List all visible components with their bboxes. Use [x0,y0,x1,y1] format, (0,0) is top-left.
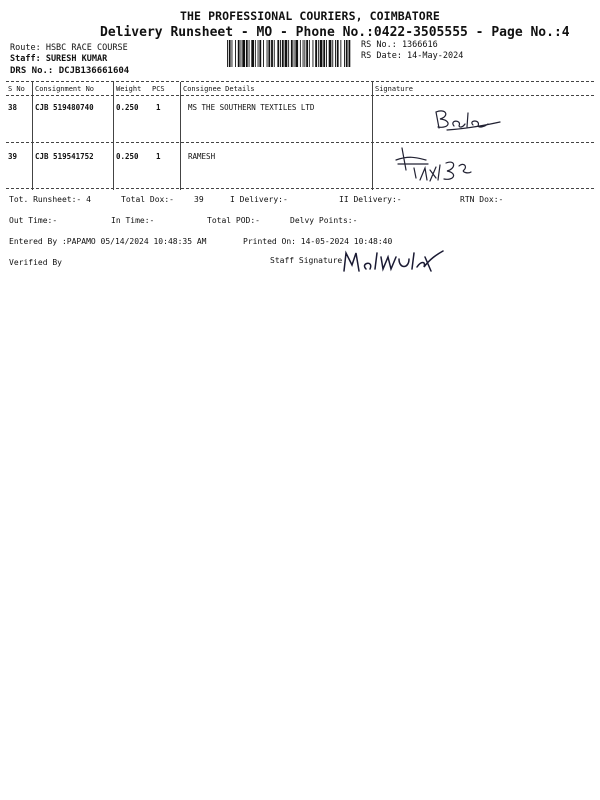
entered-by: Entered By :PAPAMO 05/14/2024 10:48:35 AM [9,237,207,246]
signature-handwritten [392,144,484,184]
column-divider [113,82,114,190]
column-divider [32,82,33,190]
col-header-pcs: PCS [152,85,165,93]
tot-runsheet: Tot. Runsheet:- 4 [9,195,91,204]
row-weight: 0.250 [116,103,139,112]
in-time: In Time:- [111,216,155,225]
row-consignee: MS THE SOUTHERN TEXTILES LTD [188,103,315,112]
route-label: Route: HSBC RACE COURSE [10,43,128,53]
row-divider [6,142,594,143]
col-header-consignment: Consignment No [35,85,95,93]
runsheet-title: Delivery Runsheet - MO - Phone No.:0422-3505555 - Page No.:4 [100,25,570,40]
out-time: Out Time:- [9,216,58,225]
column-divider [180,82,181,190]
row-weight: 0.250 [116,152,139,161]
verified-by: Verified By [9,258,62,267]
row-pcs: 1 [156,152,161,161]
staff-signature-label: Staff Signature [270,256,343,265]
row-consignment: CJB 519480740 [35,103,94,112]
row-consignee: RAMESH [188,152,216,161]
staff-signature-handwritten [339,245,454,275]
row-sno: 39 [8,152,18,161]
row-sno: 38 [8,103,18,112]
signature-handwritten [432,106,508,134]
column-divider [372,82,373,190]
table-bottom-rule [6,188,594,189]
rs-date: RS Date: 14-May-2024 [361,51,464,61]
printed-on: Printed On: 14-05-2024 10:48:40 [243,237,393,246]
staff-label: Staff: SURESH KUMAR [10,54,108,64]
company-name: THE PROFESSIONAL COURIERS, COIMBATORE [180,9,440,23]
total-dox-label: Total Dox:- [121,195,174,204]
row-consignment: CJB 519541752 [35,152,94,161]
total-pod: Total POD:- [207,216,260,225]
table-top-rule [6,81,594,82]
col-header-consignee: Consignee Details [183,85,255,93]
i-delivery: I Delivery:- [230,195,288,204]
ii-delivery: II Delivery:- [339,195,402,204]
rtn-dox: RTN Dox:- [460,195,504,204]
drs-number: DRS No.: DCJB136661604 [10,66,130,76]
total-dox-value: 39 [194,195,204,204]
col-header-sno: S No [8,85,25,93]
delvy-points: Delvy Points:- [290,216,358,225]
col-header-signature: Signature [375,85,413,93]
rs-number: RS No.: 1366616 [361,40,438,50]
col-header-weight: Weight [116,85,142,93]
table-header-rule [6,95,594,96]
row-pcs: 1 [156,103,161,112]
barcode [227,40,351,67]
